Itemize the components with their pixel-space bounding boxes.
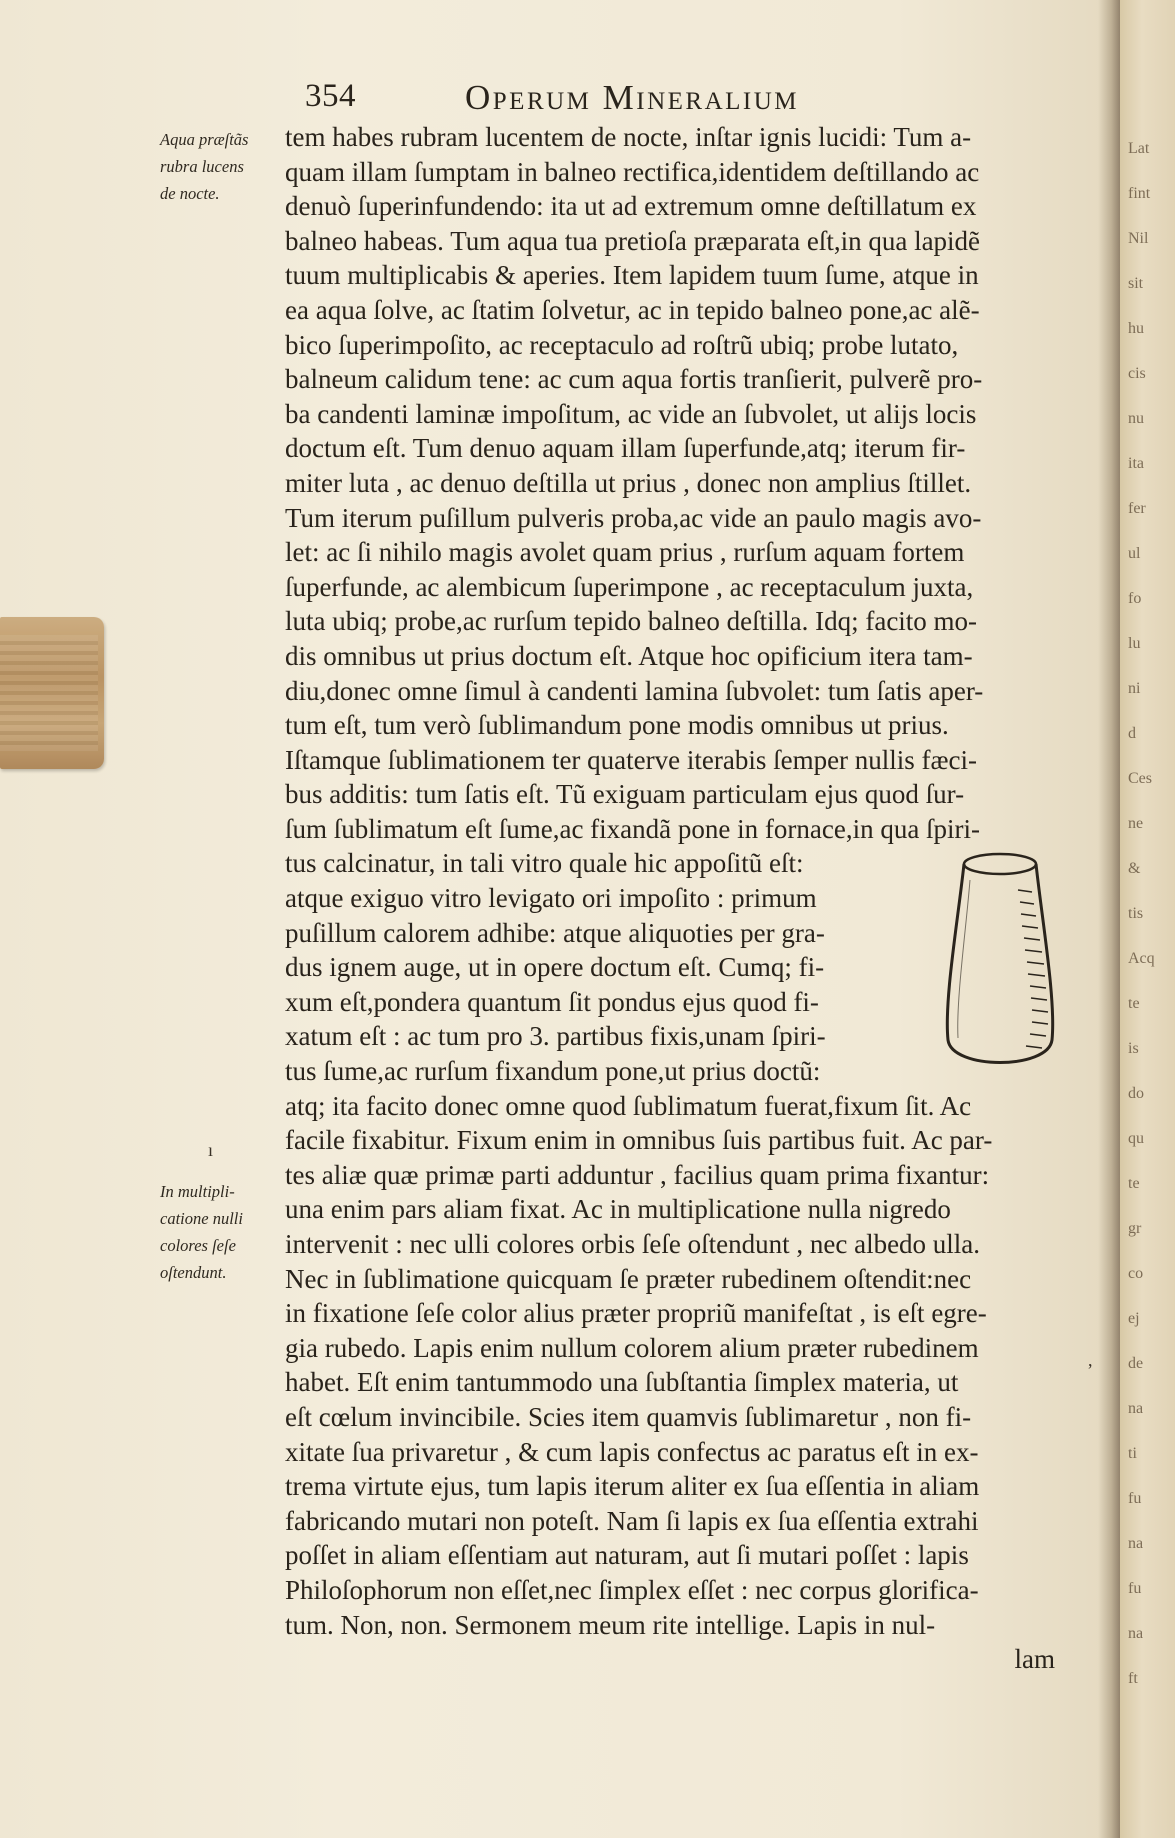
text-line: trema virtute ejus, tum lapis iterum aliter ex ſua eſſentia in aliam bbox=[285, 1471, 980, 1502]
adjacent-page-fragment: ft bbox=[1128, 1670, 1138, 1687]
adjacent-page-fragment: Acq bbox=[1128, 950, 1155, 967]
adjacent-page-fragment: na bbox=[1128, 1400, 1144, 1417]
adjacent-page-fragment: fer bbox=[1128, 500, 1146, 517]
adjacent-page-fragment: na bbox=[1128, 1625, 1144, 1642]
adjacent-page-fragment: gr bbox=[1128, 1220, 1142, 1237]
text-line: tes aliæ quæ primæ parti adduntur , facilius quam prima fixantur: bbox=[285, 1159, 990, 1190]
text-line: balneo habeas. Tum aqua tua pretioſa præparata eſt,in qua lapidẽ bbox=[285, 225, 981, 256]
adjacent-page-fragment: nu bbox=[1128, 410, 1144, 427]
text-line: balneum calidum tene: ac cum aqua fortis tranſierit, pulverẽ pro- bbox=[285, 364, 983, 395]
adjacent-page-fragment: fu bbox=[1128, 1580, 1142, 1597]
text-line: bus additis: tum ſatis eſt. Tũ exiguam particulam ejus quod ſur- bbox=[285, 779, 965, 810]
text-line: habet. Eſt enim tantummodo una ſubſtantia ſimplex materia, ut bbox=[285, 1367, 959, 1398]
adjacent-page-fragment: na bbox=[1128, 1535, 1144, 1552]
text-line: Philoſophorum non eſſet,nec ſimplex eſſet : nec corpus glorifica- bbox=[285, 1574, 979, 1605]
text-line: tus ſume,ac rurſum fixandum pone,ut prius doctũ: bbox=[285, 1056, 821, 1087]
adjacent-page-fragment: Nil bbox=[1128, 230, 1149, 247]
text-line: tum eſt, tum verò ſublimandum pone modis omnibus ut prius. bbox=[285, 710, 949, 741]
text-line: atq; ita facito donec omne quod ſublimatum fuerat,fixum ſit. Ac bbox=[285, 1090, 972, 1121]
text-line: doctum eſt. Tum denuo aquam illam ſuperfunde,atq; iterum fir- bbox=[285, 433, 966, 464]
adjacent-page-fragment: & bbox=[1128, 860, 1141, 877]
page-header bbox=[300, 78, 1000, 118]
text-line: ſum ſublimatum eſt ſume,ac fixandã pone in fornace,in qua ſpiri- bbox=[285, 813, 981, 844]
text-line: in fixatione ſeſe color alius præter propriũ manifeſtat , is eſt egre- bbox=[285, 1298, 987, 1329]
adjacent-page-fragment: Lat bbox=[1128, 140, 1150, 157]
text-line: una enim pars aliam fixat. Ac in multiplicatione nulla nigredo bbox=[285, 1194, 951, 1225]
text-line: quam illam ſumptam in balneo rectifica,identidem deſtillando ac bbox=[285, 156, 980, 187]
margin-note-line: de nocte. bbox=[160, 184, 220, 203]
page-gutter bbox=[1098, 0, 1120, 1838]
text-line: ea aqua ſolve, ac ſtatim ſolvetur, ac in tepido balneo pone,ac alẽ- bbox=[285, 294, 980, 325]
adjacent-page-fragment: hu bbox=[1128, 320, 1144, 337]
text-line: tuum multiplicabis & aperies. Item lapidem tuum ſume, atque in bbox=[285, 260, 979, 291]
adjacent-page-fragment: ne bbox=[1128, 815, 1144, 832]
margin-note-line: Aqua præſtãs bbox=[160, 130, 249, 149]
text-line: atque exiguo vitro levigato ori impoſito : primum bbox=[285, 883, 817, 914]
margin-note-line: In multipli- bbox=[160, 1182, 235, 1201]
adjacent-page-fragment: qu bbox=[1128, 1130, 1144, 1147]
text-line: let: ac ſi nihilo magis avolet quam prius , rurſum aquam fortem bbox=[285, 537, 965, 568]
adjacent-page-fragment: d bbox=[1128, 725, 1136, 742]
adjacent-page-fragment: te bbox=[1128, 1175, 1140, 1192]
text-line: intervenit : nec ulli colores orbis ſeſe oſtendunt , nec albedo ulla. bbox=[285, 1229, 981, 1259]
adjacent-page-fragment: ni bbox=[1128, 680, 1141, 697]
adjacent-page-fragment: tis bbox=[1128, 905, 1144, 922]
text-line: Tum iterum puſillum pulveris proba,ac vide an paulo magis avo- bbox=[285, 502, 982, 533]
text-line: miter luta , ac denuo deſtilla ut prius , donec non amplius ſtillet. bbox=[285, 467, 972, 498]
margin-note-line: catione nulli bbox=[160, 1209, 243, 1228]
text-line: eſt cœlum invincibile. Scies item quamvis ſublimaretur , non fi- bbox=[285, 1401, 972, 1432]
text-line: fabricando mutari non poteſt. Nam ſi lapis ex ſua eſſentia extrahi bbox=[285, 1505, 979, 1536]
text-line: ſuperfunde, ac alembicum ſuperimpone , ac receptaculum juxta, bbox=[285, 571, 974, 602]
adjacent-page-fragment: ti bbox=[1128, 1445, 1137, 1462]
text-line: tem habes rubram lucentem de nocte, inſtar ignis lucidi: Tum a- bbox=[285, 122, 972, 152]
text-line: xitate ſua privaretur , & cum lapis confectus ac paratus eſt in ex- bbox=[285, 1436, 979, 1467]
text-line: xum eſt,pondera quantum ſit pondus ejus quod fi- bbox=[285, 986, 819, 1017]
text-line: tus calcinatur, in tali vitro quale hic appoſitũ eſt: bbox=[285, 848, 804, 879]
adjacent-page-fragment: ita bbox=[1128, 455, 1144, 472]
glass-vessel-illustration bbox=[940, 850, 1060, 1080]
text-line: puſillum calorem adhibe: atque aliquoties per gra- bbox=[285, 917, 825, 948]
adjacent-page-fragment: do bbox=[1128, 1085, 1144, 1102]
adjacent-page-fragment: fo bbox=[1128, 590, 1142, 607]
printer-mark: ı bbox=[208, 1140, 214, 1160]
adjacent-page-fragment: Ces bbox=[1128, 770, 1152, 787]
adjacent-page-fragment: te bbox=[1128, 995, 1140, 1012]
adjacent-page-edge bbox=[1120, 0, 1175, 1838]
text-line: Nec in ſublimatione quicquam ſe præter rubedinem oſtendit:nec bbox=[285, 1263, 972, 1294]
text-line: lam bbox=[1014, 1644, 1055, 1675]
adjacent-page-fragment: lu bbox=[1128, 635, 1141, 652]
text-line: facile fixabitur. Fixum enim in omnibus ſuis partibus fuit. Ac par- bbox=[285, 1125, 993, 1156]
text-line: tum. Non, non. Sermonem meum rite intellige. Lapis in nul- bbox=[285, 1609, 936, 1640]
adjacent-page-fragment: cis bbox=[1128, 365, 1146, 382]
text-line: gia rubedo. Lapis enim nullum colorem alium præter rubedinem bbox=[285, 1332, 979, 1363]
text-line: luta ubiq; probe,ac rurſum tepido balneo deſtilla. Idq; facito mo- bbox=[285, 606, 978, 637]
adjacent-page-fragment: co bbox=[1128, 1265, 1144, 1282]
text-line: denuò ſuperinfundendo: ita ut ad extremum omne deſtillatum ex bbox=[285, 191, 977, 222]
text-line: xatum eſt : ac tum pro 3. partibus fixis,unam ſpiri- bbox=[285, 1021, 826, 1052]
margin-note-line: rubra lucens bbox=[160, 157, 244, 176]
adjacent-page-fragment: de bbox=[1128, 1355, 1144, 1372]
margin-note-line: oſtendunt. bbox=[160, 1263, 227, 1282]
printer-mark: , bbox=[1088, 1350, 1093, 1370]
margin-note-line: colores ſeſe bbox=[160, 1236, 236, 1255]
adjacent-page-fragment: ej bbox=[1128, 1310, 1140, 1327]
text-line: dis omnibus ut prius doctum eſt. Atque hoc opificium itera tam- bbox=[285, 640, 973, 671]
text-line: Iſtamque ſublimationem ter quaterve iterabis ſemper nullis fæci- bbox=[285, 744, 978, 775]
running-title: Operum Mineralium bbox=[465, 78, 800, 117]
page-number: 354 bbox=[305, 78, 356, 114]
adjacent-page-fragment: fint bbox=[1128, 185, 1151, 202]
text-line: diu,donec omne ſimul à candenti lamina ſubvolet: tum ſatis aper- bbox=[285, 675, 984, 706]
text-line: poſſet in aliam eſſentiam aut naturam, aut ſi mutari poſſet : lapis bbox=[285, 1540, 969, 1571]
text-line: bico ſuperimpoſito, ac receptaculo ad roſtrũ ubiq; probe lutato, bbox=[285, 329, 959, 360]
adjacent-page-fragment: is bbox=[1128, 1040, 1139, 1057]
tape-strip bbox=[0, 617, 104, 769]
text-line: ba candenti laminæ impoſitum, ac vide an ſubvolet, ut alijs locis bbox=[285, 398, 977, 429]
adjacent-page-fragment: sit bbox=[1128, 275, 1144, 292]
adjacent-page-fragment: ul bbox=[1128, 545, 1141, 562]
adjacent-page-fragment: fu bbox=[1128, 1490, 1142, 1507]
text-line: dus ignem auge, ut in opere doctum eſt. Cumq; fi- bbox=[285, 952, 825, 983]
